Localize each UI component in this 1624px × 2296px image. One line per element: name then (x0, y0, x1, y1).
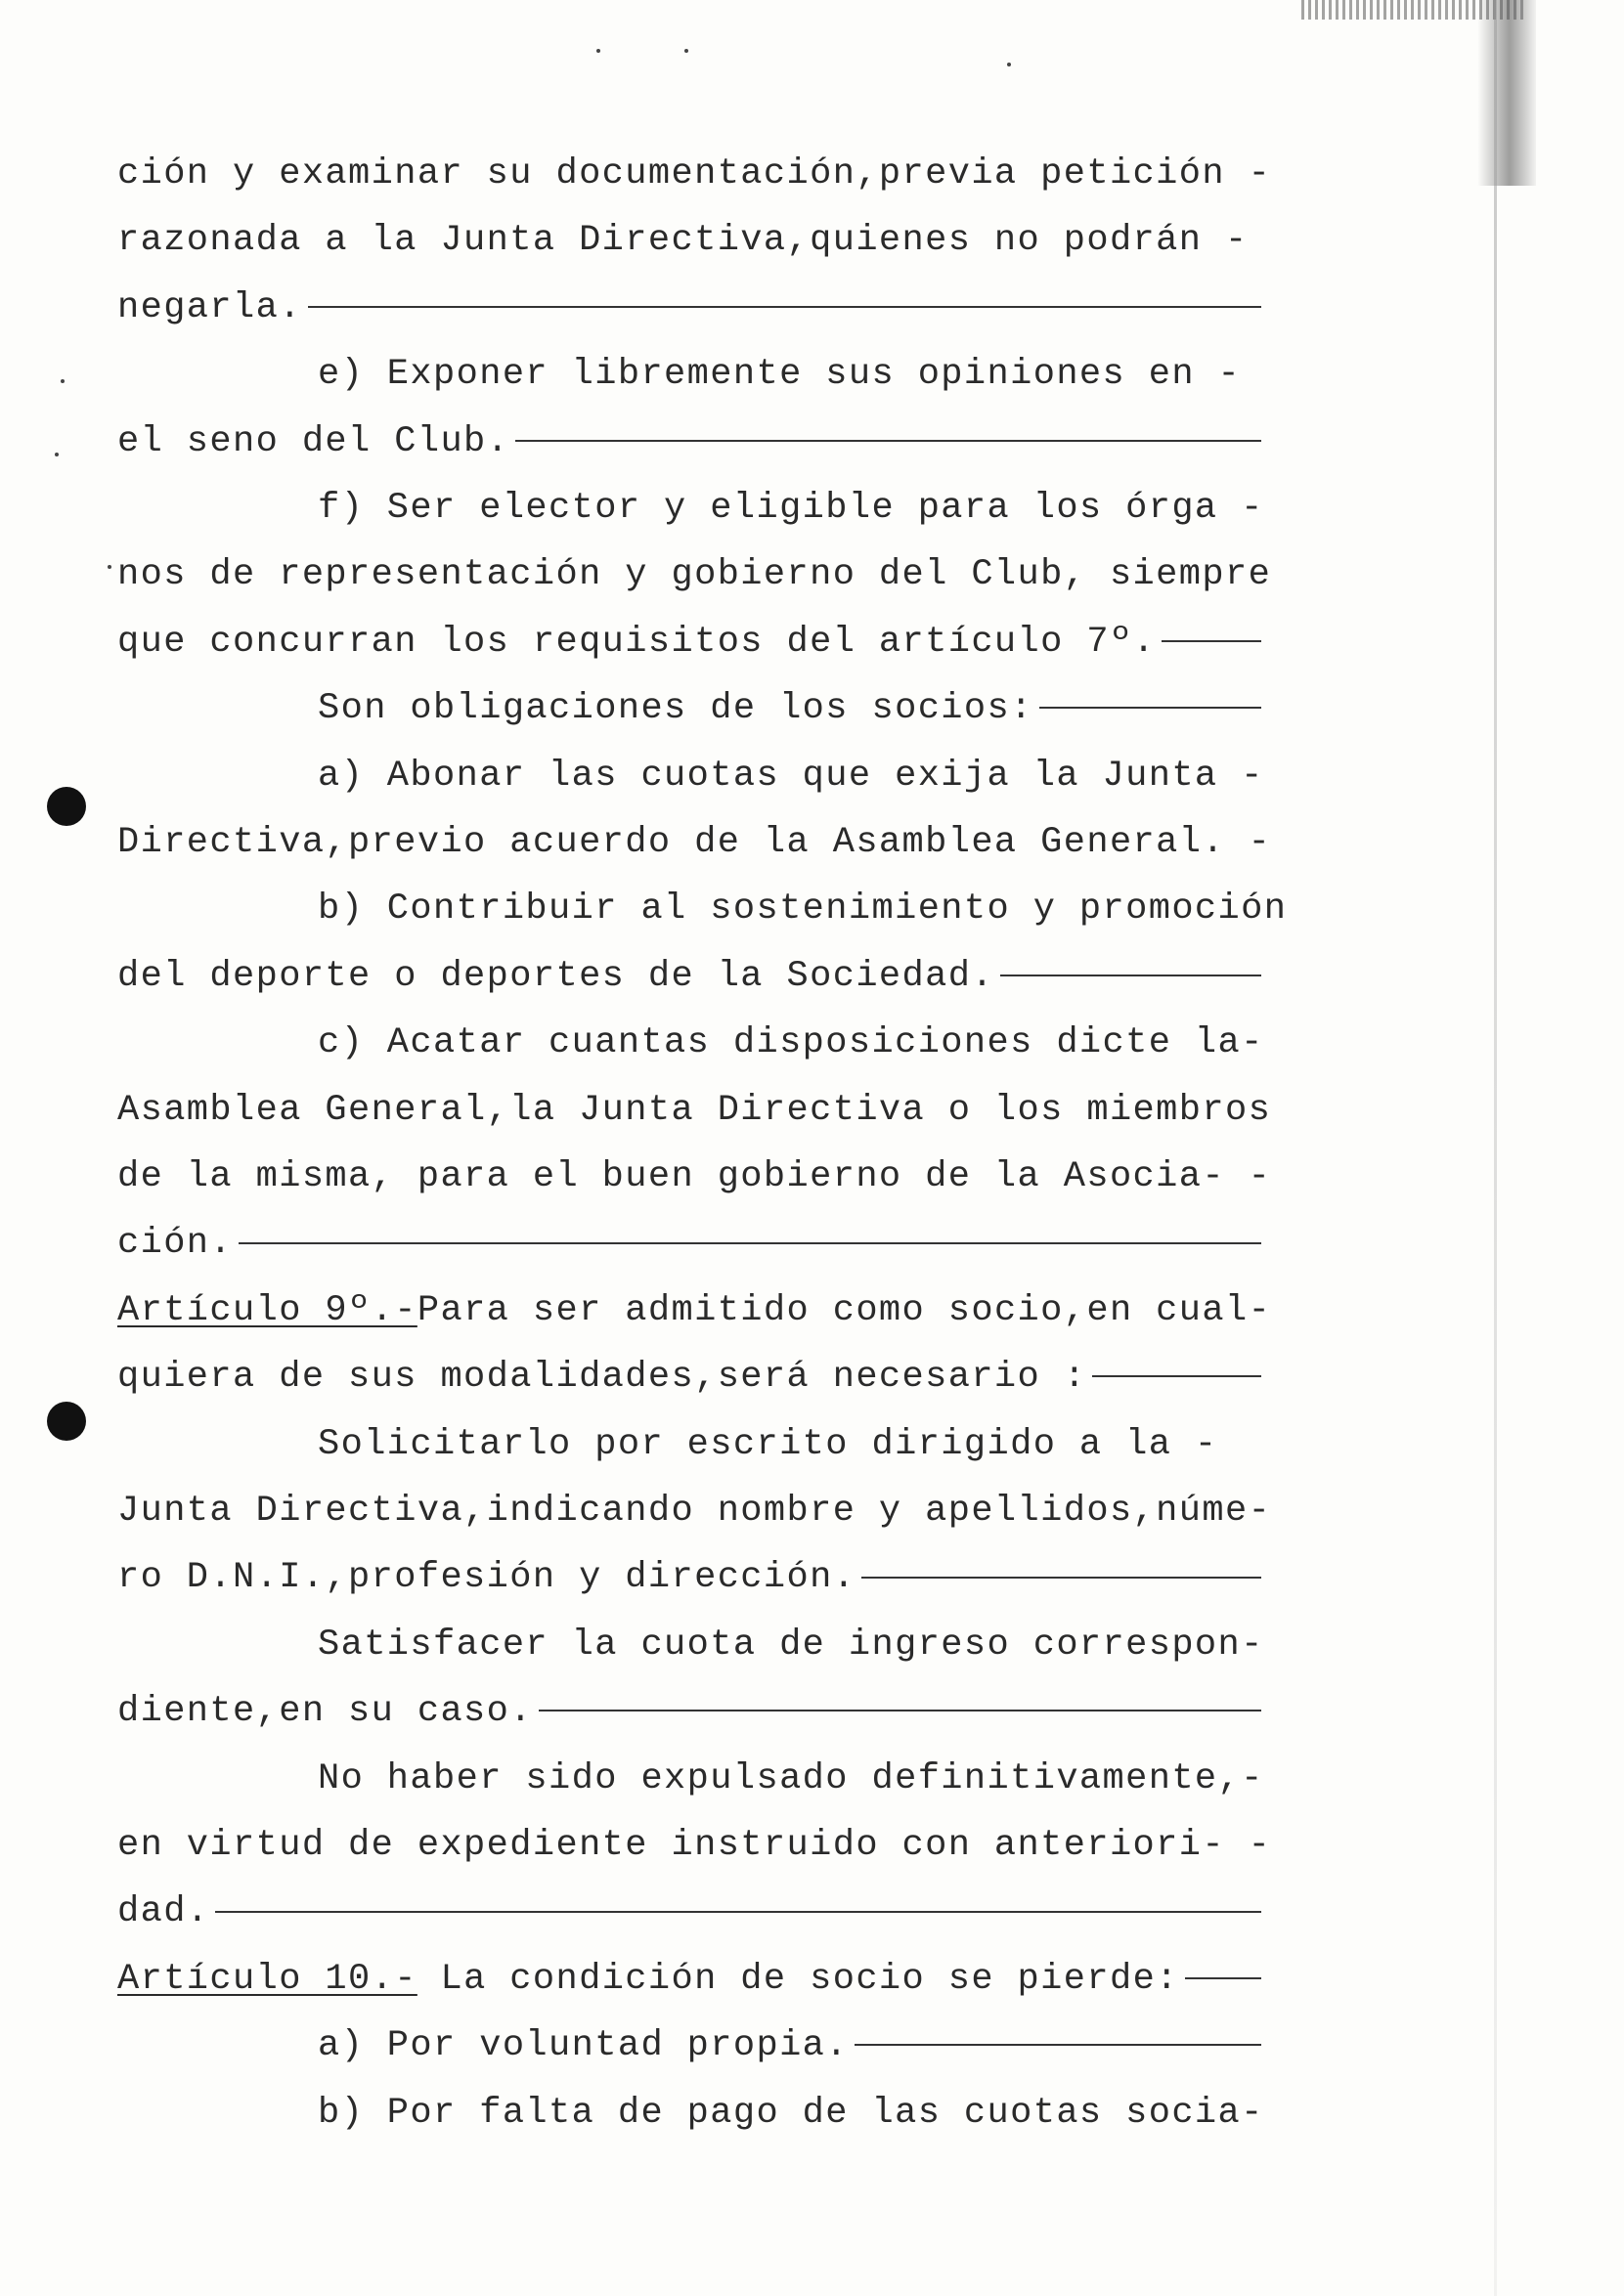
line-text: diente,en su caso. (117, 1691, 533, 1733)
punch-hole-top (47, 787, 86, 826)
line-text: quiera de sus modalidades,será necesario : (117, 1357, 1087, 1399)
speck (55, 453, 59, 456)
text-line (318, 1020, 1264, 1065)
line-text: ro D.N.I.,profesión y dirección. (117, 1557, 856, 1599)
text-line (318, 486, 1264, 531)
text-line (318, 1623, 1264, 1668)
fill-rule-line (215, 1911, 1261, 1913)
article-heading: Artículo 10.- (117, 1958, 417, 2000)
fill-rule-line (239, 1242, 1261, 1244)
line-text: el seno del Club. (117, 420, 510, 462)
line-text: ción y examinar su documentación,previa petición - (117, 153, 1272, 195)
text-line (117, 1555, 1261, 1600)
text-line (117, 152, 1271, 196)
text-line (318, 887, 1287, 931)
line-text: a) Por voluntad propia. (318, 2025, 849, 2067)
line-text: e) Exponer libremente sus opiniones en - (318, 354, 1242, 396)
text-line (318, 686, 1261, 731)
text-line (117, 1823, 1271, 1868)
speck (684, 49, 688, 53)
fill-rule-line (1185, 1977, 1261, 1979)
punch-hole-bottom (47, 1402, 86, 1441)
line-text: ción. (117, 1223, 234, 1265)
line-text: Son obligaciones de los socios: (318, 688, 1033, 730)
text-line (318, 352, 1241, 397)
text-line (318, 1422, 1218, 1467)
text-line (117, 285, 1261, 330)
fill-rule-line (308, 306, 1261, 308)
fill-rule-line (855, 2044, 1261, 2046)
line-text: Asamblea General,la Junta Directiva o los miembros (117, 1089, 1272, 1131)
text-line (117, 954, 1261, 999)
text-line (318, 2091, 1264, 2136)
line-text: Directiva,previo acuerdo de la Asamblea General. - (117, 822, 1272, 863)
scan-edge-shadow (1477, 0, 1536, 186)
line-text: dad. (117, 1891, 210, 1933)
text-line (318, 2023, 1261, 2068)
text-line (117, 1088, 1271, 1133)
text-line (117, 419, 1261, 464)
line-text: de la misma, para el buen gobierno de la Asocia- - (117, 1156, 1272, 1197)
line-text: La condición de socio se pierde: (417, 1958, 1179, 2000)
line-text: a) Abonar las cuotas que exija la Junta - (318, 755, 1264, 797)
speck (1007, 63, 1011, 66)
text-line (117, 1957, 1261, 2002)
line-text: negarla. (117, 286, 302, 328)
line-text: Satisfacer la cuota de ingreso correspon- (318, 1624, 1264, 1666)
fill-rule-line (1092, 1375, 1261, 1377)
line-text: nos de representación y gobierno del Club, siempre (117, 554, 1272, 596)
line-text: b) Por falta de pago de las cuotas socia- (318, 2092, 1264, 2134)
text-line (117, 1154, 1271, 1199)
text-line (318, 754, 1264, 799)
page-fold-line (1494, 0, 1497, 2296)
line-text: que concurran los requisitos del artículo 7º. (117, 621, 1157, 663)
line-text: del deporte o deportes de la Sociedad. (117, 955, 994, 997)
line-text: c) Acatar cuantas disposiciones dicte la- (318, 1022, 1264, 1064)
line-text: Solicitarlo por escrito dirigido a la - (318, 1423, 1218, 1465)
text-line (117, 1221, 1261, 1266)
text-line (318, 1756, 1264, 1801)
line-text: No haber sido expulsado definitivamente,- (318, 1757, 1264, 1799)
article-heading: Artículo 9º.- (117, 1289, 417, 1331)
line-text: f) Ser elector y eligible para los órga - (318, 488, 1264, 529)
fill-rule-line (515, 440, 1261, 442)
text-line (117, 1689, 1261, 1734)
text-line (117, 552, 1271, 597)
text-line (117, 1355, 1261, 1400)
fill-rule-line (539, 1710, 1261, 1711)
line-text: Junta Directiva,indicando nombre y apellidos,núme- (117, 1491, 1272, 1532)
speck (61, 379, 65, 383)
text-line (117, 820, 1271, 865)
fill-rule-line (1000, 975, 1261, 976)
line-text: razonada a la Junta Directiva,quienes no podrán - (117, 220, 1249, 262)
line-text: b) Contribuir al sostenimiento y promoción (318, 888, 1288, 931)
speck (596, 49, 600, 53)
text-line (117, 1288, 1271, 1333)
fill-rule-line (861, 1577, 1261, 1579)
fill-rule-line (1039, 707, 1261, 709)
text-line (117, 218, 1249, 263)
text-line (117, 1889, 1261, 1934)
line-text: Para ser admitido como socio,en cual- (417, 1289, 1272, 1331)
text-line (117, 620, 1261, 665)
fill-rule-line (1162, 640, 1261, 642)
speck (108, 565, 111, 569)
text-line (117, 1489, 1271, 1534)
line-text: en virtud de expediente instruido con anteriori- - (117, 1825, 1272, 1866)
